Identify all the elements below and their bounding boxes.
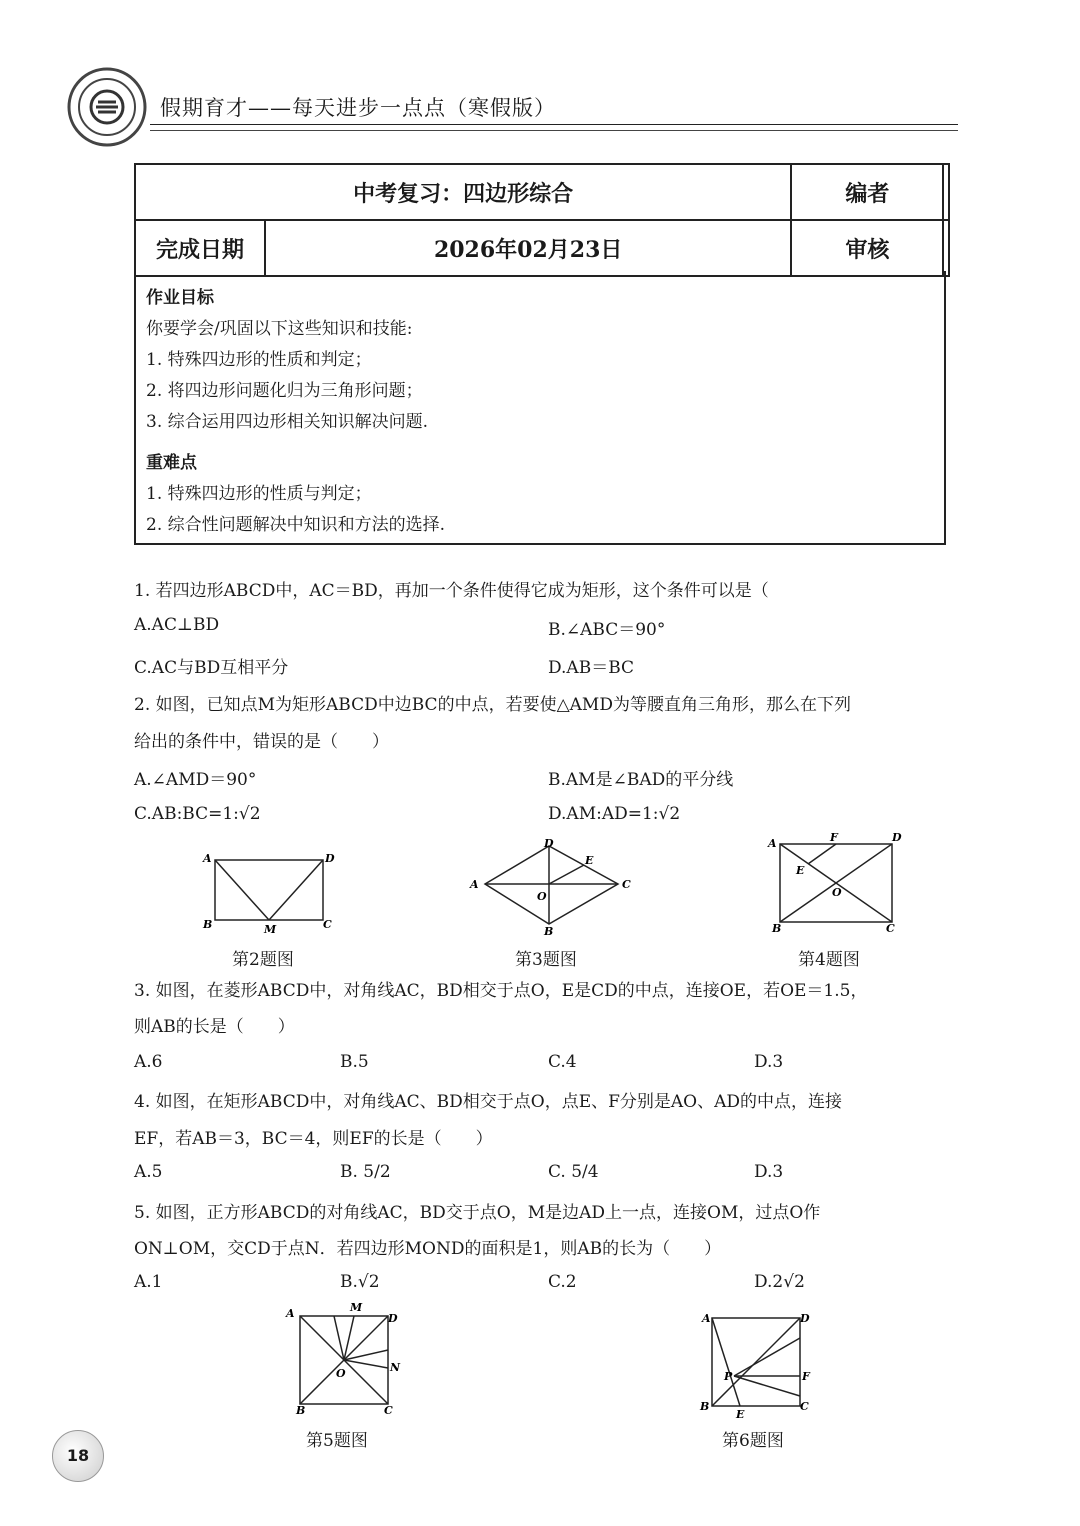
date-value: 2026年02月23日 [265,220,791,276]
review-value [943,220,949,276]
editor-value [943,164,949,220]
label-B: B [203,918,213,931]
caption-fig2: 第2题图 [232,950,294,970]
q5-stem-2: ON⊥OM，交CD于点N．若四边形MOND的面积是1，则AB的长为（ ） [134,1239,722,1259]
editor-label: 编者 [791,164,943,220]
label-A: A [203,852,212,865]
review-label: 审核 [791,220,943,276]
goal-item: 2. 将四边形问题化归为三角形问题； [146,381,423,401]
label-C: C [800,1400,809,1413]
label-A: A [286,1307,295,1320]
q4-option-c: C. 5/4 [548,1162,599,1182]
q3-option-d: D.3 [754,1052,784,1072]
header-divider-2 [150,130,958,131]
q1-option-c: C.AC与BD互相平分 [134,658,289,678]
q5-option-c: C.2 [548,1272,577,1292]
q4-stem-1: 4. 如图，在矩形ABCD中，对角线AC、BD相交于点O，点E、F分别是AO、AD的中点，连接 [134,1092,843,1112]
q2-stem-1: 2. 如图，已知点M为矩形ABCD中边BC的中点，若要使△AMD为等腰直角三角形，那么在下列 [134,695,851,715]
q3-stem-2: 则AB的长是（ ） [134,1017,295,1037]
label-A: A [470,878,479,891]
logo-icon [62,62,152,152]
label-C: C [886,922,895,935]
q1-option-d: D.AB＝BC [548,658,635,678]
label-M: M [264,923,277,936]
q3-option-b: B.5 [340,1052,369,1072]
q3-stem-1: 3. 如图，在菱形ABCD中，对角线AC，BD相交于点O，E是CD的中点，连接OE，若OE＝1.5， [134,981,868,1001]
label-C: C [384,1404,393,1417]
figure-6 [696,1308,818,1420]
q4-option-b: B. 5/2 [340,1162,391,1182]
caption-fig6: 第6题图 [722,1431,784,1451]
label-D: D [800,1312,810,1325]
label-E: E [796,864,805,877]
goals-intro: 你要学会/巩固以下这些知识和技能: [146,319,413,339]
q3-option-a: A.6 [134,1052,163,1072]
label-D: D [388,1312,398,1325]
figure-3 [462,838,642,938]
label-E: E [736,1408,745,1420]
label-O: O [537,890,547,903]
label-A: A [702,1312,711,1325]
q3-option-c: C.4 [548,1052,577,1072]
topic-cell: 中考复习：四边形综合 [135,164,791,220]
figure-5 [282,1300,412,1420]
label-D: D [325,852,335,865]
caption-fig5: 第5题图 [306,1431,368,1451]
figure-2 [198,848,338,936]
label-D: D [544,838,554,850]
q2-option-b: B.AM是∠BAD的平分线 [548,770,734,790]
key-item: 1. 特殊四边形的性质与判定； [146,484,372,504]
label-B: B [772,922,782,935]
goal-item: 3. 综合运用四边形相关知识解决问题. [146,412,429,432]
label-B: B [700,1400,710,1413]
q2-option-d: D.AM:AD=1:√2 [548,804,681,824]
q5-option-a: A.1 [134,1272,163,1292]
q5-option-d: D.2√2 [754,1272,805,1292]
q5-stem-1: 5. 如图，正方形ABCD的对角线AC，BD交于点O，M是边AD上一点，连接OM，过点O作 [134,1203,821,1223]
label-B: B [296,1404,306,1417]
label-C: C [323,918,332,931]
q1-option-a: A.AC⊥BD [134,615,220,635]
q2-stem-2: 给出的条件中，错误的是（ ） [134,732,389,752]
header-divider [150,124,958,125]
key-title: 重难点 [146,453,197,473]
label-O: O [832,886,842,899]
q4-option-a: A.5 [134,1162,163,1182]
goal-item: 1. 特殊四边形的性质和判定； [146,350,372,370]
caption-fig3: 第3题图 [515,950,577,970]
label-D: D [892,831,902,844]
caption-fig4: 第4题图 [798,950,860,970]
q4-option-d: D.3 [754,1162,784,1182]
label-C: C [622,878,631,891]
label-A: A [768,837,777,850]
label-N: N [390,1361,401,1374]
label-F: F [830,831,838,844]
q2-option-c: C.AB:BC=1:√2 [134,804,261,824]
page-number: 18 [52,1430,104,1482]
q1-option-b: B.∠ABC＝90° [548,620,666,640]
q4-stem-2: EF，若AB＝3，BC＝4，则EF的长是（ ） [134,1129,493,1149]
q1-stem: 1. 若四边形ABCD中，AC＝BD，再加一个条件使得它成为矩形，这个条件可以是（ [134,581,769,601]
label-F: F [802,1370,810,1383]
label-E: E [585,854,594,867]
info-table [134,163,950,277]
figure-4 [762,830,912,938]
key-item: 2. 综合性问题解决中知识和方法的选择. [146,515,446,535]
header-title: 假期育才——每天进步一点点（寒假版） [160,96,556,120]
q5-option-b: B.√2 [340,1272,380,1292]
goals-box [134,271,946,545]
date-label: 完成日期 [135,220,265,276]
label-P: P [724,1370,733,1383]
label-M: M [350,1301,363,1314]
goals-title: 作业目标 [146,288,214,308]
label-O: O [336,1367,346,1380]
label-B: B [544,925,554,938]
q2-option-a: A.∠AMD＝90° [134,770,257,790]
